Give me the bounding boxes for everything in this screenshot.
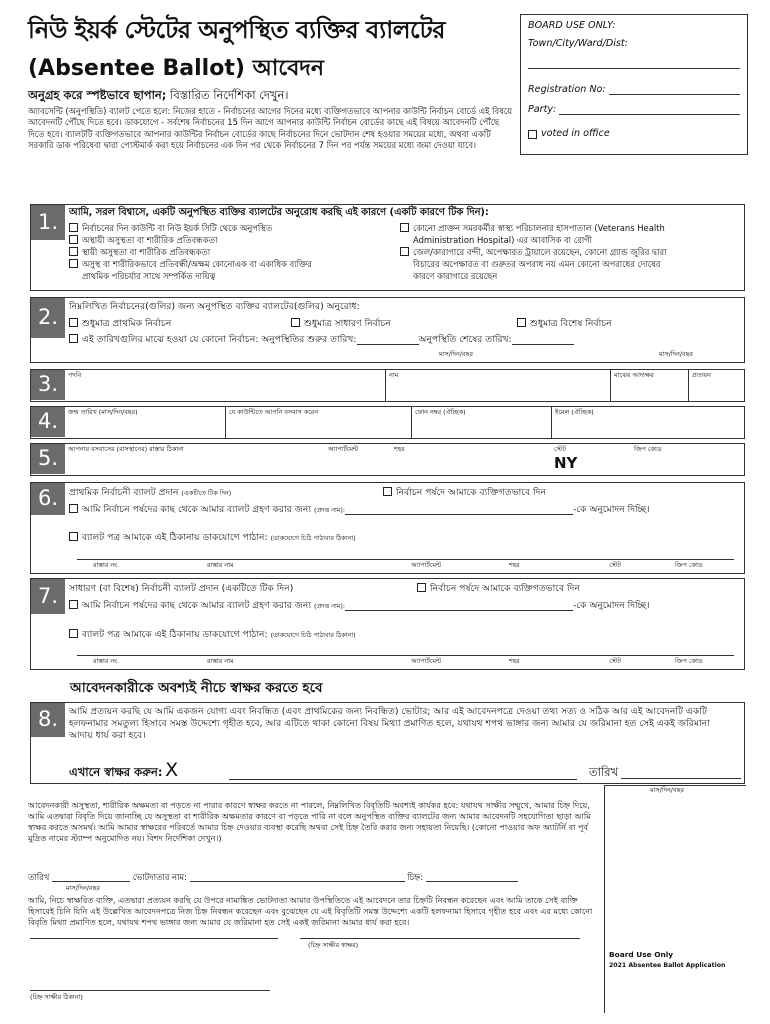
primary-only-label: শুধুমাত্র প্রাথমিক নির্বাচন [82, 318, 172, 329]
primary-zip-label: জিপ কোড [675, 561, 703, 569]
date-range-label: এই তারিখগুলির মাঝে হওয়া যে কোনো নির্বাচন: অনুপস্থিতির শুরুর তারিখ: [82, 334, 357, 345]
section-6-tick-one: (একটিতে টিক দিন) [181, 489, 232, 497]
apartment-label: অ্যাপার্টমেন্ট [328, 445, 359, 453]
section-2 [30, 297, 745, 363]
section-number: 7. [31, 579, 65, 614]
apartment-field[interactable] [325, 444, 385, 475]
general-only-label: শুধুমাত্র সাধারণ নির্বাচন [304, 318, 391, 329]
primary-street-name-label: রাস্তার নাম [207, 561, 234, 569]
mark-date-format: মাস/দিন/বছর [66, 884, 100, 892]
witness-address-label: (চিহ্ন সাক্ষীর ঠিকানা) [30, 993, 83, 1001]
county-field[interactable] [225, 407, 385, 438]
witness-statement: আমি, নিচে স্বাক্ষরিত ব্যক্তি, এতদ্বারা প্রত্যয়ন করছি যে উপরে নামাঙ্কিত ভোটদাতা আমার উপস্থিতিতে এই আবেদনে তার চিহ্নটি নিবন্ধন করেছেন এবং আমি তাকে সেই ব্যক্তি হিসাবেই চিনি যিনি এই উল্লেখিত আবেদনপত্রে নিজ চিহ্ন নিবন্ধন করেছেন এবং বুঝেছেন যে এই বিবৃতিটি সমস্ত উদ্দেশ্যে একটি হলফনামা হিসাবে গৃহীত হবে এবং এর মধ্যে কোনো বিবৃতি মিথ্যা প্রমাণিত হলে, যথাযথ শপথ ভাঙ্গার জন্য আমার যে জরিমানা হত সেই একই জরিমানা আমার ধার্য করা হবে। [28, 895, 593, 927]
primary-agent-name-hint: (প্রদত্ত নাম): [313, 506, 346, 514]
mark-statement: আবেদনকারী অসুস্থতা, শারীরিক অক্ষমতা বা পড়তে না পারার কারণে স্বাক্ষর করতে না পারলে, নিম্নলিখিত বিবৃতিটি অবশ্যই কার্যকর হবে: যথাযথ সাক্ষীর সম্মুখে, আমার চিহ্ন দিয়ে, আমি এতদ্বারা বিবৃতি দিয়ে জানাচ্ছি যে অসুস্থতা বা শারীরিক অক্ষমতার কারণে বা পড়তে পারি না বলে অনুপস্থিত ব্যক্তির ব্যালটের জন্য আমার আবেদনটি সহযোগিতা ছাড়া আমি স্বাক্ষর করতে অসমর্থ। আমি আমার স্বাক্ষরের পরিবর্তে আমার চিহ্ন দেওয়ার ব্যবস্থা করেছি অথবা সেই চিহ্ন তৈরি করার জন্য সহায়তা নিয়েছি। (কোনো পাওয়ার অফ অ্যাটর্নি বা পূর্ব মুদ্রিত নামের স্ট্যাম্প অনুমোদিত নয়। বিশদ নির্দেশিকা দেখুন।) [28, 800, 591, 843]
section-3 [30, 369, 745, 402]
zip-field[interactable] [631, 444, 743, 475]
email-field[interactable] [551, 407, 743, 438]
see-instructions-text: বিস্তারিত নির্দেশিকা দেখুন। [166, 88, 289, 102]
date-range-checkbox[interactable] [69, 334, 78, 343]
email-label: ইমেল (ঐচ্ছিক) [555, 408, 594, 416]
absence-end-date-field[interactable] [512, 344, 574, 345]
section-5 [30, 443, 745, 476]
state-label: স্টেট [554, 445, 566, 453]
primary-inperson-checkbox[interactable] [383, 487, 392, 496]
reason-veterans-label-2: Administration Hospital) এর আবাসিক বা রোগী [413, 235, 593, 245]
reason-detained-label-2: বিচারের অপেক্ষারত বা গুরুতর অপরাধ নয় এমন কোনো অপরাধের দোষের [413, 259, 661, 269]
general-street-name-label: রাস্তার নাম [207, 657, 234, 665]
primary-apt-label: অ্যাপার্টমেন্ট [411, 561, 442, 569]
county-label: যে কাউন্টিতে আপনি বসবাস করেন [229, 408, 319, 416]
reason-temp-illness-checkbox[interactable] [69, 235, 78, 244]
primary-state-label: স্টেট [609, 561, 621, 569]
section-1 [30, 204, 745, 291]
primary-agent-checkbox[interactable] [69, 504, 78, 513]
special-only-checkbox[interactable] [517, 318, 526, 327]
primary-only-checkbox[interactable] [69, 318, 78, 327]
form-title-line1: নিউ ইয়র্ক স্টেটের অনুপস্থিত ব্যক্তির ব্যালটের [28, 16, 445, 44]
dob-field[interactable] [65, 407, 225, 438]
first-name-label: নাম [389, 371, 399, 379]
absence-end-label: অনুপস্থিতি শেষের তারিখ: [418, 334, 512, 345]
general-agent-name-field[interactable] [345, 610, 573, 611]
general-only-checkbox[interactable] [291, 318, 300, 327]
reason-detained-checkbox[interactable] [400, 247, 409, 256]
mark-label: চিহ্ন: [407, 872, 424, 882]
middle-initial-field[interactable] [610, 370, 688, 401]
state-field [551, 444, 621, 475]
print-clearly-heading: অনুগ্রহ করে স্পষ্টভাবে ছাপান; [28, 88, 167, 102]
reason-caregiver-label-2: প্রাথমিক পরিচর্যার সাথে সম্পর্কিত দায়িত্ব [82, 271, 216, 281]
middle-initial-label: মাঝের আদ্যক্ষর [614, 371, 654, 379]
general-state-label: স্টেট [609, 657, 621, 665]
primary-agent-label: আমি নির্বাচন পর্ষদের কাছ থেকে আমার ব্যালট গ্রহণ করার জন্য [82, 504, 312, 515]
mark-date-label: তারিখ [28, 872, 50, 882]
board-registration-field[interactable] [609, 85, 740, 95]
board-use-divider [604, 785, 605, 1013]
section-number: 8. [31, 703, 65, 737]
applicant-signature-field[interactable] [229, 779, 577, 780]
first-name-field[interactable] [385, 370, 610, 401]
reason-detained-label-3: কারণে কারাগারে রয়েছেন [413, 271, 498, 281]
primary-mail-address-line[interactable] [77, 559, 734, 560]
board-party-label: Party: [528, 103, 557, 115]
section-number: 4. [31, 407, 65, 437]
general-city-label: শহর [509, 657, 520, 665]
general-mail-hint: (ডাকযোগে চিঠি পাঠাবার ঠিকানা) [270, 631, 356, 639]
general-apt-label: অ্যাপার্টমেন্ট [411, 657, 442, 665]
general-agent-approve: -কে অনুমোদন দিচ্ছি। [573, 600, 650, 611]
start-date-format: মাস/দিন/বছর [439, 350, 473, 358]
city-field[interactable] [391, 444, 551, 475]
voter-name-label: ভোটদাতার নাম: [132, 872, 187, 882]
board-use-top-rule [604, 785, 746, 786]
must-sign-heading: আবেদনকারীকে অবশ্যই নীচে স্বাক্ষর করতে হবে [70, 680, 323, 696]
sign-here-label: এখানে স্বাক্ষর করুন: [69, 765, 163, 779]
signature-date-field[interactable] [621, 778, 741, 779]
section-number: 5. [31, 444, 65, 474]
board-use-box [520, 14, 748, 155]
reason-caregiver-label: অসুস্থ বা শারীরিকভাবে প্রতিবন্ধী/অক্ষম কোনোএক বা একাধিক ব্যক্তির [82, 259, 312, 269]
reason-veterans-checkbox[interactable] [400, 223, 409, 232]
instructions-paragraph: অ্যাবসেন্টি (অনুপস্থিতি) ব্যালট পেতে হলে: নিজের হাতে - নির্বাচনের আগের দিনের মধ্যে ব্যক্তিগতভাবে আপনার কাউন্টি নির্বাচন বোর্ডে এই বিষয়ে আবেদনটি পৌঁছে দিতে হবে। ডাকযোগে - সর্বশেষ নির্বাচনের 15 দিন আগে আপনার কাউন্টি নির্বাচন বোর্ডের কাছে এই বিষয়ে আবেদনটি পৌঁছে দিতে হবে। ব্যালটটি ব্যক্তিগতভাবে আপনার কাউন্টির নির্বাচন বোর্ডের কাছে নির্বাচনের দিনে ভোটদান শেষ হওয়ার সময়ের মধ্যে, অথবা একটি সরকারি ডাক পরিষেবা দ্বারা পোস্টমার্ক করা হয়ে নির্বাচনের এক দিন পর থেকে নির্বাচনের 7 দিন পর পর্যন্ত সময়ের মধ্যে জমা দেওয়া যাবে। [28, 106, 513, 150]
primary-mail-label: ব্যালট পত্র আমাকে এই ঠিকানায় ডাকযোগে পাঠান: [82, 532, 268, 543]
application-year-label: 2021 Absentee Ballot Application [609, 962, 726, 969]
city-label: শহর [394, 445, 405, 453]
board-use-only-label: Board Use Only [609, 950, 674, 959]
section-4 [30, 406, 745, 439]
board-use-heading: BOARD USE ONLY: [528, 20, 616, 31]
witness-signature-line-left[interactable] [30, 938, 278, 939]
general-mail-checkbox[interactable] [69, 629, 78, 638]
end-date-format: মাস/দিন/বছর [659, 350, 693, 358]
state-value: NY [554, 453, 578, 472]
primary-mail-checkbox[interactable] [69, 532, 78, 541]
form-title-line2: (Absentee Ballot) আবেদন [28, 56, 325, 81]
reason-caregiver-checkbox[interactable] [69, 259, 78, 268]
mark-date-field[interactable] [52, 881, 130, 882]
witness-signature-line[interactable] [300, 938, 580, 939]
primary-street-no-label: রাস্তার নং. [93, 561, 119, 569]
zip-label: জিপ কোড [634, 445, 662, 453]
special-only-label: শুধুমাত্র বিশেষ নির্বাচন [530, 318, 612, 329]
reason-veterans-label: কোনো প্রাক্তন সমরকর্মীর স্বাস্থ্য পরিচালনার হাসপাতাল (Veterans Health [413, 223, 665, 233]
reason-absent-label: নির্বাচনের দিন কাউন্টি বা নিউ ইয়র্ক সিটি থেকে অনুপস্থিত [82, 223, 273, 233]
section-number: 1. [31, 205, 65, 240]
street-address-label: আপনার বসবাসের (বাসস্থানের) রাস্তার ঠিকানা [68, 445, 184, 453]
instructions [28, 88, 514, 151]
section-6-heading: প্রাথমিক নির্বাচনী ব্যালট প্রদান [69, 487, 179, 498]
witness-signature-label: (চিহ্ন সাক্ষীর স্বাক্ষর) [308, 941, 359, 949]
section-6 [30, 482, 745, 574]
board-town-label: Town/City/Ward/Dist: [528, 37, 628, 49]
general-agent-checkbox[interactable] [69, 600, 78, 609]
board-town-field[interactable] [528, 59, 740, 69]
section-8 [30, 702, 745, 784]
attestation-text: আমি প্রত্যয়ন করছি যে আমি একজন যোগ্য এবং নিবন্ধিত (এবং প্রাথমিকের জন্য নিবন্ধিত) ভোটার; আর এই আবেদনপত্রে দেওয়া তথ্য সত্য ও সঠিক আর এই আবেদনটি একটি হলফনামার সমতুল্য হিসাবে সমস্ত উদ্দেশ্যে গৃহীত হবে, আর এটিতে থাকা কোনো বিষয় মিথ্যা প্রমাণিত হলে, যথাযথ শপথ ভাঙ্গার জন্য আমার যে জরিমানা হত সেই একই জরিমানা আদায় ধার্য করা হবে। [69, 706, 710, 741]
mark-row [28, 872, 600, 882]
general-street-no-label: রাস্তার নং. [93, 657, 119, 665]
last-name-field[interactable] [65, 370, 385, 401]
absence-start-date-field[interactable] [357, 344, 419, 345]
section-number: 6. [31, 483, 65, 515]
reason-temp-illness-label: অস্থায়ী অসুস্থতা বা শারীরিক প্রতিবন্ধকতা [82, 235, 218, 245]
reason-perm-illness-checkbox[interactable] [69, 247, 78, 256]
last-name-label: পদবি [68, 371, 82, 379]
general-zip-label: জিপ কোড [675, 657, 703, 665]
general-agent-name-hint: (প্রদত্ত নাম): [313, 602, 346, 610]
primary-mail-hint: (ডাকযোগে চিঠি পাঠাবার ঠিকানা) [270, 534, 356, 542]
street-address-field[interactable] [65, 444, 325, 475]
reason-detained-label: জেল/কারাগারে বন্দী, অপেক্ষারত ট্রায়ালে রয়েছেন, কোনো গ্র্যান্ড জুরির দ্বারা [413, 247, 667, 257]
dob-label: জন্ম তারিখ (মাস/দিন/বছর) [68, 408, 138, 416]
primary-agent-approve: -কে অনুমোদন দিচ্ছি। [573, 504, 650, 515]
general-inperson-label: নির্বাচন পর্ষদে আমাকে ব্যক্তিগতভাবে দিন [430, 583, 580, 594]
signature-date-label: তারিখ [589, 765, 619, 779]
reason-perm-illness-label: স্থায়ী অসুস্থতা বা শারীরিক প্রতিবন্ধকতা [82, 247, 211, 257]
voted-in-office-label: voted in office [541, 127, 610, 139]
section-2-heading: নিম্নলিখিত নির্বাচনের(গুলির) জন্য অনুপস্থিত ব্যক্তির ব্যালটের(গুলির) অনুরোধ: [69, 301, 360, 312]
section-number: 3. [31, 370, 65, 400]
general-agent-label: আমি নির্বাচন পর্ষদের কাছ থেকে আমার ব্যালট গ্রহণ করার জন্য [82, 600, 312, 611]
general-mail-address-line[interactable] [77, 655, 734, 656]
reason-absent-checkbox[interactable] [69, 223, 78, 232]
suffix-label: প্রত্যয়ন [692, 371, 711, 379]
witness-address-line[interactable] [30, 990, 270, 991]
phone-field[interactable] [411, 407, 551, 438]
section-7-heading: সাধারণ (বা বিশেষ) নির্বাচনী ব্যালট প্রদান (একটিতে টিক দিন) [69, 583, 294, 594]
section-number: 2. [31, 298, 65, 338]
phone-label: ফোন নম্বর (ঐচ্ছিক) [415, 408, 466, 416]
signature-date-format: মাস/দিন/বছর [650, 786, 684, 794]
primary-inperson-label: নির্বাচন পর্ষদে আমাকে ব্যক্তিগতভাবে দিন [396, 487, 546, 498]
primary-agent-name-field[interactable] [345, 514, 573, 515]
primary-city-label: শহর [509, 561, 520, 569]
general-inperson-checkbox[interactable] [417, 583, 426, 592]
section-7 [30, 578, 745, 670]
voted-in-office-checkbox[interactable] [528, 130, 537, 139]
signature-x: X [165, 759, 179, 781]
suffix-field[interactable] [688, 370, 743, 401]
section-1-heading: আমি, সরল বিশ্বাসে, একটি অনুপস্থিত ব্যক্তির ব্যালটের অনুরোধ করছি এই কারণে (একটি কারণে টিক দিন): [69, 207, 489, 218]
board-registration-label: Registration No: [528, 83, 606, 95]
board-party-field[interactable] [559, 105, 740, 115]
general-mail-label: ব্যালট পত্র আমাকে এই ঠিকানায় ডাকযোগে পাঠান: [82, 629, 268, 640]
mark-field[interactable] [426, 881, 518, 882]
voter-name-field[interactable] [190, 881, 405, 882]
